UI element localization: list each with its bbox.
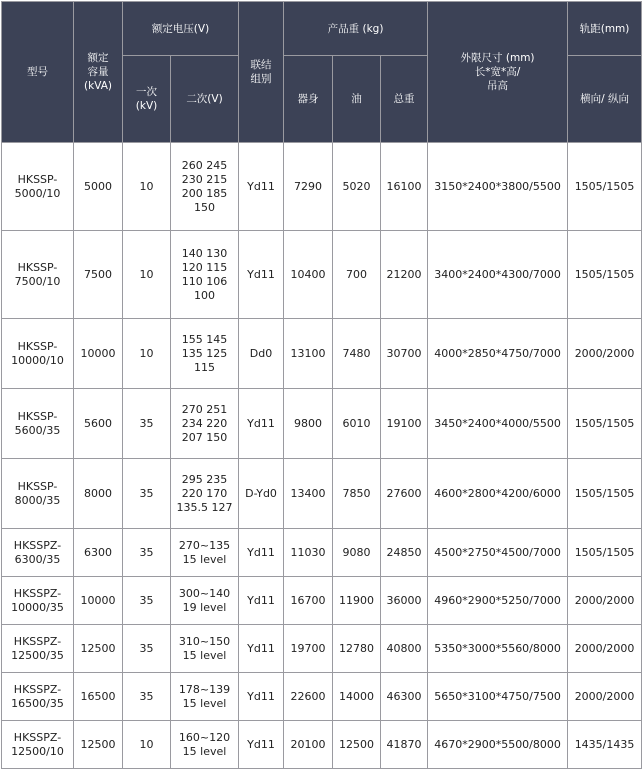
dimensions-cell: 4960*2900*5250/7000 xyxy=(428,577,568,625)
oil-weight-cell: 7850 xyxy=(333,459,381,529)
header-gauge-direction: 横向/ 纵向 xyxy=(568,56,642,143)
header-body-weight: 器身 xyxy=(284,56,333,143)
primary-voltage-cell: 10 xyxy=(123,231,171,319)
header-dimensions: 外限尺寸 (mm) 长*宽*高/ 吊高 xyxy=(428,2,568,143)
secondary-voltage-cell: 155 145 135 125 115 xyxy=(171,319,239,389)
body-weight-cell: 13400 xyxy=(284,459,333,529)
body-weight-cell: 7290 xyxy=(284,143,333,231)
capacity-cell: 10000 xyxy=(74,319,123,389)
model-cell: HKSSPZ- 16500/35 xyxy=(2,673,74,721)
dimensions-cell: 4670*2900*5500/8000 xyxy=(428,721,568,769)
connection-group-cell: Yd11 xyxy=(239,673,284,721)
secondary-voltage-cell: 300~140 19 level xyxy=(171,577,239,625)
total-weight-cell: 16100 xyxy=(381,143,428,231)
capacity-cell: 16500 xyxy=(74,673,123,721)
table-row xyxy=(2,319,642,389)
secondary-voltage-cell: 270~135 15 level xyxy=(171,529,239,577)
dimensions-cell: 3150*2400*3800/5500 xyxy=(428,143,568,231)
oil-weight-cell: 9080 xyxy=(333,529,381,577)
header-rated-voltage: 额定电压(V) xyxy=(123,2,239,56)
capacity-cell: 12500 xyxy=(74,721,123,769)
primary-voltage-cell: 35 xyxy=(123,459,171,529)
track-gauge-cell: 2000/2000 xyxy=(568,577,642,625)
table-row xyxy=(2,673,642,721)
track-gauge-cell: 1505/1505 xyxy=(568,459,642,529)
total-weight-cell: 24850 xyxy=(381,529,428,577)
track-gauge-cell: 2000/2000 xyxy=(568,319,642,389)
header-total-weight: 总重 xyxy=(381,56,428,143)
track-gauge-cell: 2000/2000 xyxy=(568,625,642,673)
model-cell: HKSSPZ- 12500/35 xyxy=(2,625,74,673)
total-weight-cell: 40800 xyxy=(381,625,428,673)
dimensions-cell: 4000*2850*4750/7000 xyxy=(428,319,568,389)
oil-weight-cell: 14000 xyxy=(333,673,381,721)
primary-voltage-cell: 35 xyxy=(123,389,171,459)
body-weight-cell: 16700 xyxy=(284,577,333,625)
connection-group-cell: Yd11 xyxy=(239,389,284,459)
model-cell: HKSSPZ- 12500/10 xyxy=(2,721,74,769)
connection-group-cell: Yd11 xyxy=(239,231,284,319)
dimensions-cell: 5350*3000*5560/8000 xyxy=(428,625,568,673)
total-weight-cell: 19100 xyxy=(381,389,428,459)
header-rated-capacity: 额定 容量 (kVA) xyxy=(74,2,123,143)
track-gauge-cell: 1505/1505 xyxy=(568,529,642,577)
model-cell: HKSSP- 8000/35 xyxy=(2,459,74,529)
primary-voltage-cell: 35 xyxy=(123,577,171,625)
body-weight-cell: 11030 xyxy=(284,529,333,577)
primary-voltage-cell: 10 xyxy=(123,319,171,389)
dimensions-cell: 5650*3100*4750/7500 xyxy=(428,673,568,721)
connection-group-cell: Yd11 xyxy=(239,625,284,673)
capacity-cell: 5600 xyxy=(74,389,123,459)
table-header xyxy=(2,2,642,143)
oil-weight-cell: 12500 xyxy=(333,721,381,769)
secondary-voltage-cell: 310~150 15 level xyxy=(171,625,239,673)
connection-group-cell: Yd11 xyxy=(239,577,284,625)
model-cell: HKSSP- 7500/10 xyxy=(2,231,74,319)
table-row xyxy=(2,721,642,769)
connection-group-cell: Dd0 xyxy=(239,319,284,389)
header-model: 型号 xyxy=(2,2,74,143)
table-row xyxy=(2,389,642,459)
transformer-spec-table xyxy=(1,1,642,769)
secondary-voltage-cell: 270 251 234 220 207 150 xyxy=(171,389,239,459)
secondary-voltage-cell: 160~120 15 level xyxy=(171,721,239,769)
body-weight-cell: 10400 xyxy=(284,231,333,319)
primary-voltage-cell: 35 xyxy=(123,625,171,673)
body-weight-cell: 19700 xyxy=(284,625,333,673)
dimensions-cell: 3400*2400*4300/7000 xyxy=(428,231,568,319)
total-weight-cell: 21200 xyxy=(381,231,428,319)
capacity-cell: 6300 xyxy=(74,529,123,577)
secondary-voltage-cell: 140 130 120 115 110 106 100 xyxy=(171,231,239,319)
model-cell: HKSSPZ- 6300/35 xyxy=(2,529,74,577)
table-row xyxy=(2,625,642,673)
oil-weight-cell: 11900 xyxy=(333,577,381,625)
header-product-weight: 产品重 (kg) xyxy=(284,2,428,56)
header-secondary-voltage: 二次(V) xyxy=(171,56,239,143)
table-row xyxy=(2,529,642,577)
total-weight-cell: 36000 xyxy=(381,577,428,625)
connection-group-cell: Yd11 xyxy=(239,529,284,577)
model-cell: HKSSP- 5000/10 xyxy=(2,143,74,231)
connection-group-cell: Yd11 xyxy=(239,143,284,231)
oil-weight-cell: 12780 xyxy=(333,625,381,673)
table-row xyxy=(2,577,642,625)
table-row xyxy=(2,143,642,231)
body-weight-cell: 22600 xyxy=(284,673,333,721)
total-weight-cell: 46300 xyxy=(381,673,428,721)
body-weight-cell: 9800 xyxy=(284,389,333,459)
connection-group-cell: Yd11 xyxy=(239,721,284,769)
connection-group-cell: D-Yd0 xyxy=(239,459,284,529)
table-row xyxy=(2,459,642,529)
primary-voltage-cell: 35 xyxy=(123,529,171,577)
oil-weight-cell: 7480 xyxy=(333,319,381,389)
table-body xyxy=(2,143,642,769)
track-gauge-cell: 1505/1505 xyxy=(568,231,642,319)
capacity-cell: 5000 xyxy=(74,143,123,231)
body-weight-cell: 20100 xyxy=(284,721,333,769)
capacity-cell: 10000 xyxy=(74,577,123,625)
track-gauge-cell: 2000/2000 xyxy=(568,673,642,721)
dimensions-cell: 4600*2800*4200/6000 xyxy=(428,459,568,529)
table-row xyxy=(2,231,642,319)
dimensions-cell: 3450*2400*4000/5500 xyxy=(428,389,568,459)
secondary-voltage-cell: 260 245 230 215 200 185 150 xyxy=(171,143,239,231)
track-gauge-cell: 1435/1435 xyxy=(568,721,642,769)
capacity-cell: 12500 xyxy=(74,625,123,673)
model-cell: HKSSP- 10000/10 xyxy=(2,319,74,389)
model-cell: HKSSP- 5600/35 xyxy=(2,389,74,459)
dimensions-cell: 4500*2750*4500/7000 xyxy=(428,529,568,577)
capacity-cell: 8000 xyxy=(74,459,123,529)
body-weight-cell: 13100 xyxy=(284,319,333,389)
total-weight-cell: 41870 xyxy=(381,721,428,769)
primary-voltage-cell: 10 xyxy=(123,143,171,231)
primary-voltage-cell: 10 xyxy=(123,721,171,769)
header-primary-voltage: 一次 (kV) xyxy=(123,56,171,143)
header-oil-weight: 油 xyxy=(333,56,381,143)
model-cell: HKSSPZ- 10000/35 xyxy=(2,577,74,625)
header-track-gauge: 轨距(mm) xyxy=(568,2,642,56)
header-connection-group: 联结 组别 xyxy=(239,2,284,143)
total-weight-cell: 30700 xyxy=(381,319,428,389)
secondary-voltage-cell: 178~139 15 level xyxy=(171,673,239,721)
oil-weight-cell: 700 xyxy=(333,231,381,319)
capacity-cell: 7500 xyxy=(74,231,123,319)
primary-voltage-cell: 35 xyxy=(123,673,171,721)
track-gauge-cell: 1505/1505 xyxy=(568,143,642,231)
oil-weight-cell: 6010 xyxy=(333,389,381,459)
secondary-voltage-cell: 295 235 220 170 135.5 127 xyxy=(171,459,239,529)
oil-weight-cell: 5020 xyxy=(333,143,381,231)
total-weight-cell: 27600 xyxy=(381,459,428,529)
track-gauge-cell: 1505/1505 xyxy=(568,389,642,459)
